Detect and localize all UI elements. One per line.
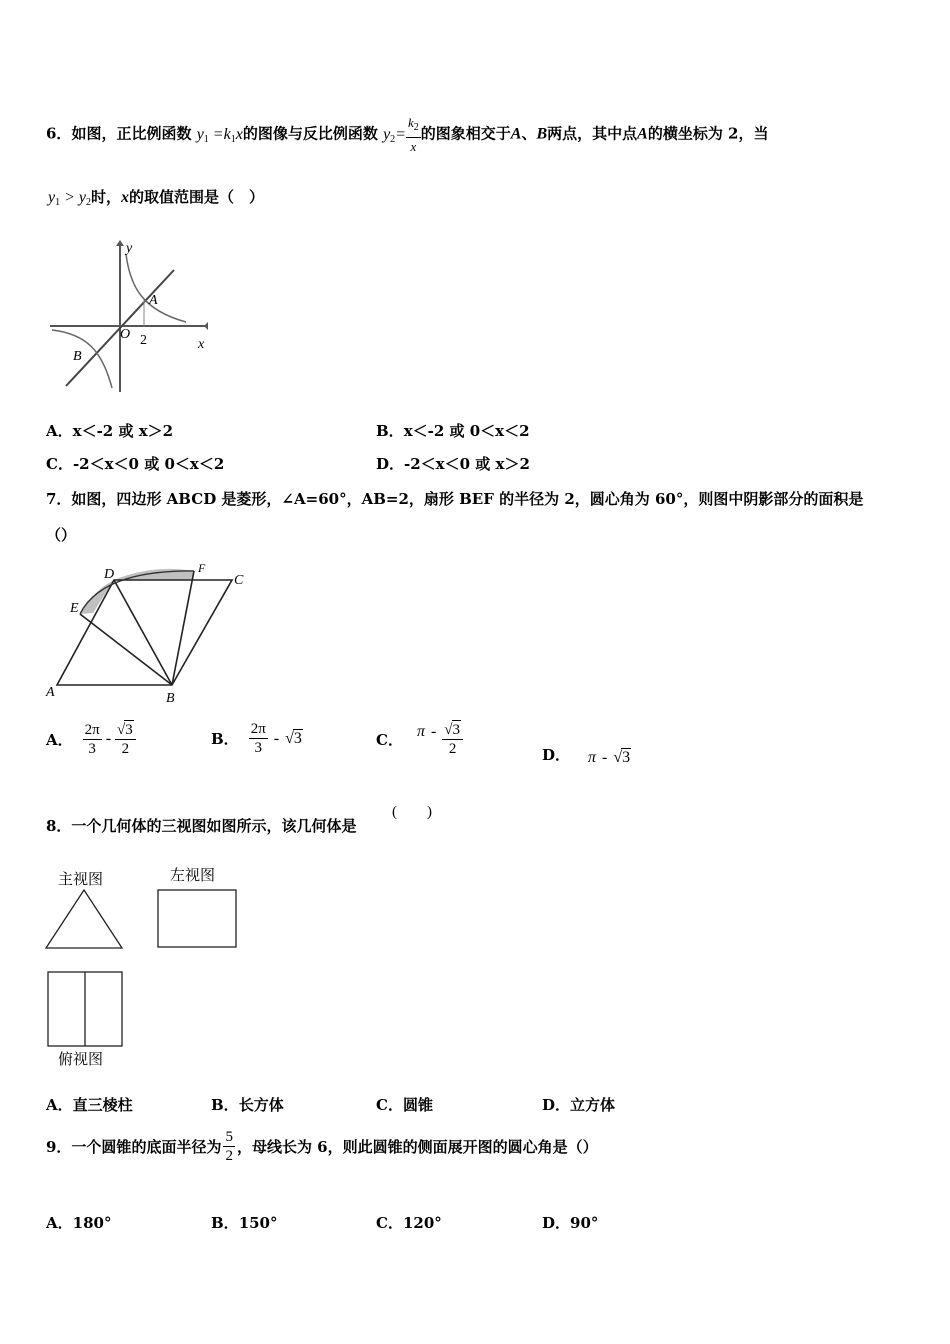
q9-text-1: 9．一个圆锥的底面半径为 (46, 1138, 222, 1156)
q6-point-a: A (510, 125, 522, 143)
q8-option-a[interactable]: A．直三棱柱 (46, 1096, 133, 1114)
q9-text-2: ，母线长为 6，则此圆锥的侧面展开图的圆心角是（） (236, 1138, 598, 1156)
shaded-region-left (80, 580, 114, 614)
label-2: 2 (140, 333, 147, 348)
q7-option-c[interactable]: C． π - $\frac{√3}{2}$ (376, 720, 463, 758)
q7-option-d[interactable]: D． π - √3 (542, 746, 631, 766)
q6-option-c[interactable]: C．-2＜x＜0 或 0＜x＜2 (46, 455, 225, 473)
radius-bf (172, 571, 194, 685)
label-b: B (73, 349, 82, 364)
q8-option-b[interactable]: B．长方体 (211, 1096, 284, 1114)
q6-number: 6． (46, 124, 72, 143)
q6-option-d[interactable]: D．-2＜x＜0 或 x＞2 (376, 455, 530, 473)
q6-formula-y1: $y_1 =k_1x$ (196, 125, 243, 145)
label-e: E (70, 601, 79, 616)
radius-be (80, 614, 172, 685)
q7-option-a[interactable]: A． $\frac{2\pi}{3}$ - $\frac{√3}{2}$ (46, 720, 136, 758)
front-view-label: 主视图 (58, 870, 104, 888)
q9-fraction: $\frac{5}{2}$ (225, 1129, 233, 1164)
q7-paren: （） (46, 526, 77, 544)
q6-graph-figure (46, 238, 216, 398)
label-c: C (234, 573, 244, 588)
label-o: O (120, 327, 131, 342)
label-a: A (149, 293, 158, 308)
front-view-triangle (46, 890, 122, 948)
q6-text-7: 的取值范围是（ ） (129, 188, 265, 206)
q6-sep: 、 (521, 124, 537, 143)
q9-option-a[interactable]: A．180° (46, 1214, 112, 1232)
left-view-rectangle (158, 890, 236, 947)
q6-text-6: 时， (91, 188, 122, 206)
q6-text-5: 的横坐标为 2，当 (647, 124, 769, 143)
q7-option-b[interactable]: B． $\frac{2\pi}{3}$ - √3 (211, 721, 302, 756)
q9-option-c[interactable]: C．120° (376, 1214, 442, 1232)
q6-text-3: 的图象相交于 (420, 124, 511, 143)
rhombus-abcd (57, 580, 232, 685)
q8-option-c[interactable]: C．圆锥 (376, 1096, 433, 1114)
q8-front-left-views (44, 888, 244, 950)
q7-stem: 7．如图，四边形 ABCD 是菱形，∠A=60°，AB=2，扇形 BEF 的半径为 2，圆心角为 60°，则图中阴影部分的面积是 (46, 490, 864, 508)
q6-stem-line1 (46, 114, 768, 156)
q6-stem-line2 (48, 186, 264, 208)
q6-option-a[interactable]: A．x＜-2 或 x＞2 (46, 422, 174, 440)
q9-option-d[interactable]: D．90° (542, 1214, 599, 1232)
top-view-label: 俯视图 (58, 1050, 104, 1068)
q6-formula-y2: $y_2=$ $\frac{k_2}{x}$ (383, 115, 419, 154)
q9-option-b[interactable]: B．150° (211, 1214, 278, 1232)
q6-var-x: x (121, 189, 130, 206)
q9-stem (46, 1128, 598, 1165)
q8-paren: ( ) (392, 804, 432, 820)
label-x: x (198, 337, 205, 352)
label-f: F (198, 561, 206, 575)
q8-stem: 8．一个几何体的三视图如图所示，该几何体是 (46, 817, 357, 835)
label-b: B (166, 691, 175, 705)
q6-text-2: 的图像与反比例函数 (242, 124, 378, 143)
q6-option-b[interactable]: B．x＜-2 或 0＜x＜2 (376, 422, 530, 440)
q8-option-d[interactable]: D．立方体 (542, 1096, 616, 1114)
left-view-label: 左视图 (170, 866, 216, 884)
q7-rhombus-figure (42, 560, 257, 705)
label-y: y (126, 241, 133, 256)
q6-text-1: 如图，正比例函数 (71, 124, 192, 143)
label-d: D (104, 567, 115, 582)
q6-point-b: B (536, 125, 548, 143)
q6-point-a-2: A (637, 125, 648, 143)
q8-top-view (46, 970, 126, 1048)
label-a: A (46, 685, 55, 700)
hyperbola-branch-2 (52, 330, 112, 388)
q6-text-4: 两点，其中点 (547, 124, 638, 143)
q6-condition: $y_1 > y_2$ (48, 189, 92, 208)
